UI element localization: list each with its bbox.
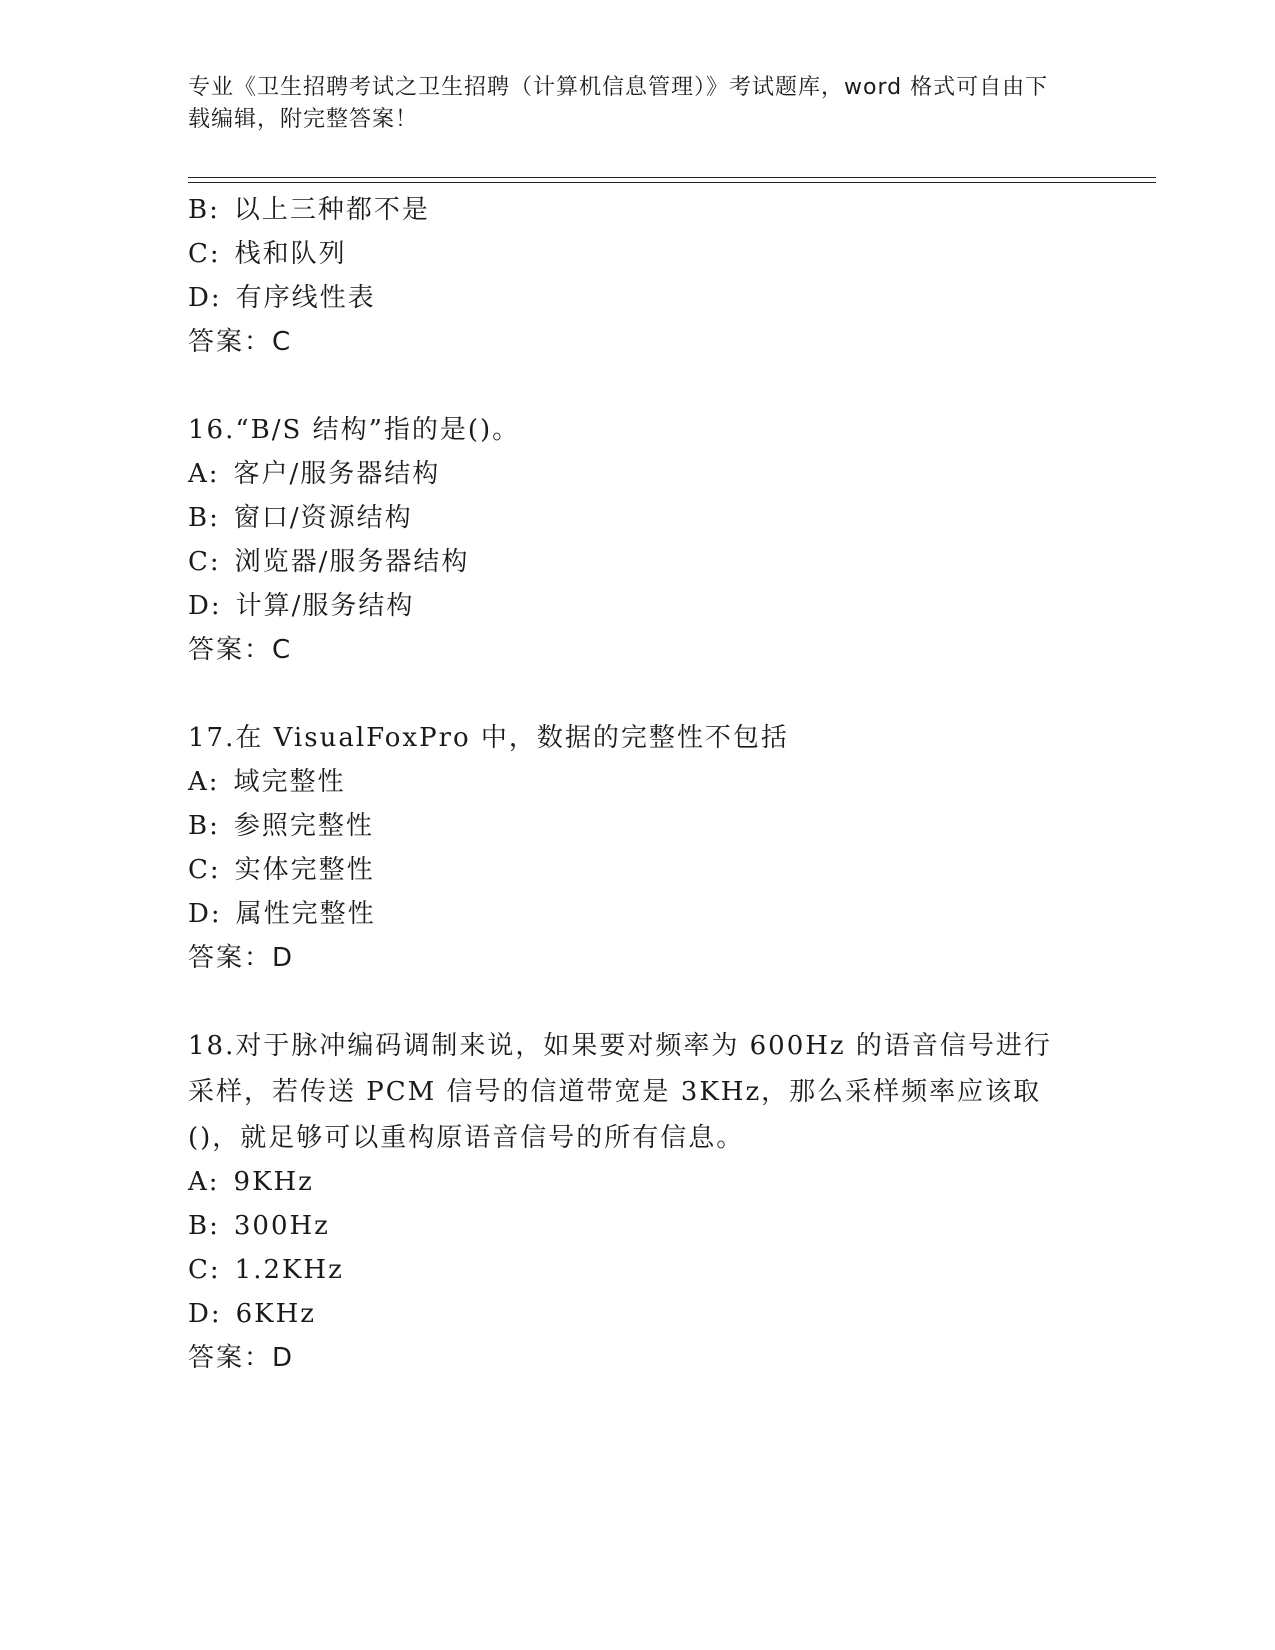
option-text: 客户/服务器结构 [233, 459, 441, 489]
option-label: B: [188, 503, 220, 533]
option-text: 窗口/资源结构 [233, 503, 413, 533]
option-label: D: [188, 1299, 222, 1329]
q17-option-b [188, 810, 374, 842]
option-label: A: [188, 767, 220, 797]
option-label: D: [188, 283, 222, 313]
option-label: C: [188, 239, 221, 269]
option-text: 域完整性 [233, 767, 346, 797]
header-rule-bottom [188, 182, 1156, 183]
q16-option-d [188, 590, 414, 622]
option-label: D: [188, 591, 222, 621]
q17-option-c [188, 854, 375, 886]
option-text: 参照完整性 [233, 811, 374, 841]
option-text: 属性完整性 [235, 899, 376, 929]
q18-stem: 18.对于脉冲编码调制来说，如果要对频率为 600Hz 的语音信号进行采样，若传送 PCM 信号的信道带宽是 3KHz，那么采样频率应该取()，就足够可以重构原语音信号的所有信息。 [188, 1031, 1052, 1153]
q16-option-b [188, 502, 413, 534]
option-text: 有序线性表 [235, 283, 376, 313]
option-label: C: [188, 855, 221, 885]
header-rule-top [188, 177, 1156, 178]
option-text: 9KHz [233, 1167, 314, 1197]
document-header: 专业《卫生招聘考试之卫生招聘（计算机信息管理）》考试题库，word 格式可自由下载编辑，附完整答案！ [188, 75, 1049, 132]
option-text: 1.2KHz [234, 1255, 344, 1285]
q16-stem: 16.“B/S 结构”指的是()。 [188, 415, 521, 445]
option-text: 以上三种都不是 [233, 195, 430, 225]
option-text: 300Hz [233, 1211, 330, 1241]
q17-answer: 答案：D [188, 943, 295, 973]
q16-option-c [188, 546, 469, 578]
option-label: B: [188, 811, 220, 841]
q18-option-a [188, 1166, 314, 1198]
option-label: A: [188, 1167, 220, 1197]
q18-option-c [188, 1254, 344, 1286]
q18-option-b [188, 1210, 330, 1242]
q17-stem: 17.在 VisualFoxPro 中，数据的完整性不包括 [188, 723, 789, 753]
q16-option-a [188, 458, 440, 490]
option-label: C: [188, 547, 221, 577]
option-label: D: [188, 899, 222, 929]
option-text: 栈和队列 [234, 239, 347, 269]
option-label: C: [188, 1255, 221, 1285]
q18-option-d [188, 1298, 316, 1330]
q18-answer: 答案：D [188, 1343, 295, 1373]
q15-option-c [188, 238, 347, 270]
q15-answer: 答案：C [188, 327, 293, 357]
q16-answer: 答案：C [188, 635, 293, 665]
q17-option-a [188, 766, 346, 798]
q17-option-d [188, 898, 376, 930]
option-text: 计算/服务结构 [235, 591, 415, 621]
option-text: 6KHz [235, 1299, 316, 1329]
q15-option-b [188, 194, 430, 226]
option-text: 实体完整性 [234, 855, 375, 885]
option-label: A: [188, 459, 220, 489]
option-text: 浏览器/服务器结构 [234, 547, 470, 577]
option-label: B: [188, 195, 220, 225]
q15-option-d [188, 282, 376, 314]
option-label: B: [188, 1211, 220, 1241]
